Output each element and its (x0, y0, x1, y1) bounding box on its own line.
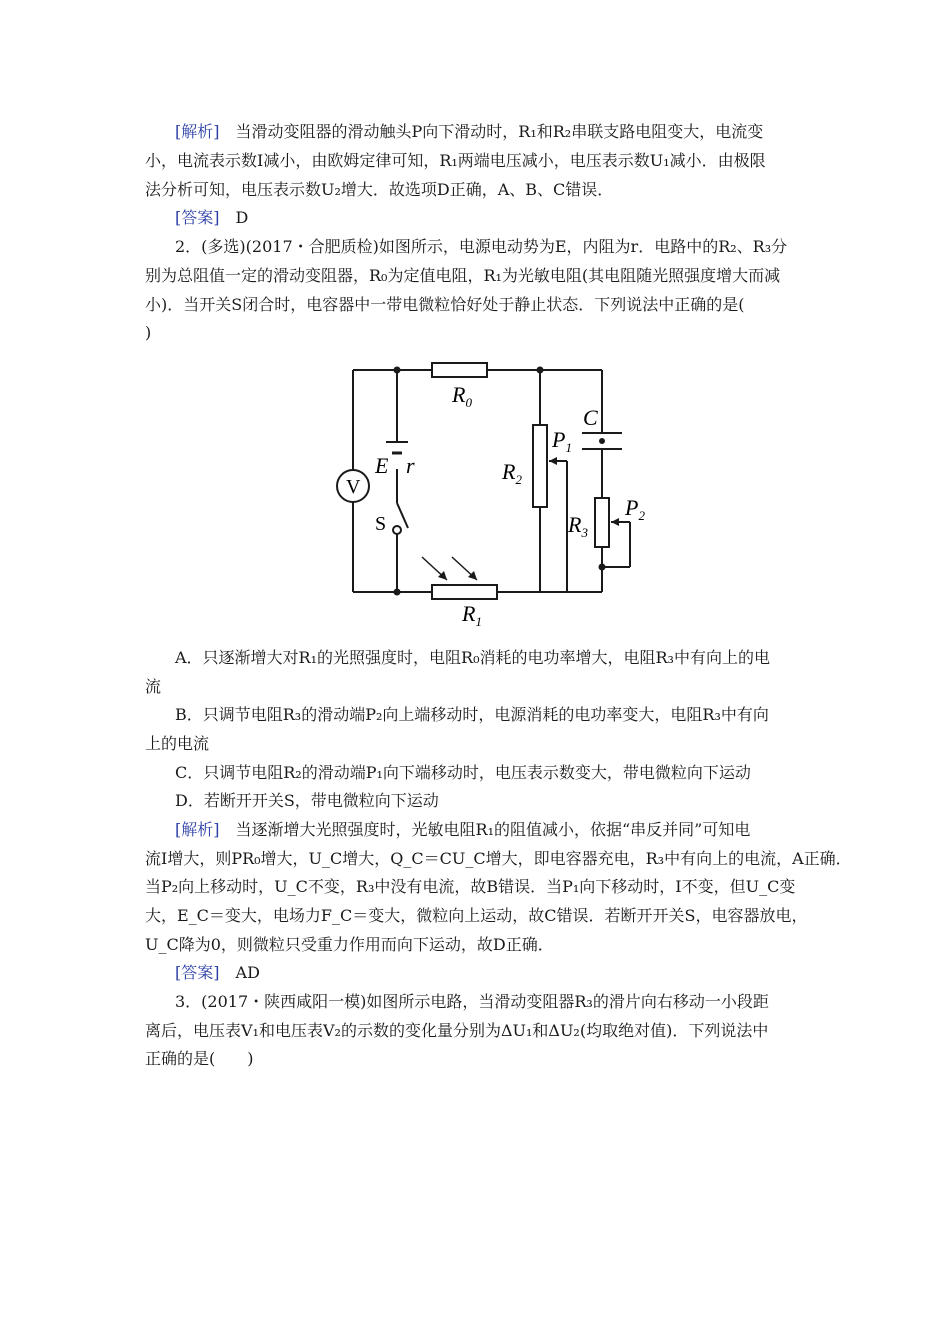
label-r-internal: r (406, 453, 415, 478)
label-r0: $R_0$ (452, 382, 472, 410)
circuit-diagram (330, 345, 680, 630)
q2-analysis-line-1: [解析] 当逐渐增大光照强度时，光敏电阻R₁的阻值减小，依据“串反并同”可知电 (175, 820, 751, 839)
junction-dot (599, 564, 606, 571)
q2-option-b-line-1: B．只调节电阻R₃的滑动端P₂向上端移动时，电源消耗的电功率变大，电阻R₃中有向 (175, 705, 769, 724)
switch-contact (393, 526, 401, 534)
p2-arrowhead (611, 518, 619, 526)
junction-dot (394, 367, 401, 374)
resistor-r2 (533, 425, 547, 507)
q2-stem-line-1: 2．(多选)(2017・合肥质检)如图所示，电源电动势为E，内阻为r．电路中的R₂、R₃分 (175, 237, 788, 256)
q2-analysis-line-5: U_C降为0，则微粒只受重力作用而向下运动，故D正确． (145, 935, 554, 954)
q2-stem-line-4: ) (145, 323, 152, 342)
q1-analysis-tag: [解析] (175, 122, 220, 141)
q2-answer-line (175, 962, 840, 984)
q1-answer-line (175, 207, 840, 229)
junction-dot (537, 367, 544, 374)
junction-dot (394, 589, 401, 596)
q2-answer: AD (235, 963, 260, 982)
q1-analysis-line-1: [解析] 当滑动变阻器的滑动触头P向下滑动时，R₁和R₂串联支路电阻变大，电流变 (175, 122, 764, 141)
q3-stem-line-1: 3．(2017・陕西咸阳一模)如图所示电路，当滑动变阻器R₃的滑片向右移动一小段距 (175, 992, 769, 1011)
q2-option-a-line-2: 流 (145, 677, 162, 696)
q3-stem-line-2: 离后，电压表V₁和电压表V₂的示数的变化量分别为ΔU₁和ΔU₂(均取绝对值)．下列说法中 (145, 1021, 769, 1040)
label-p2: $P_2$ (625, 495, 645, 523)
q1-answer: D (235, 208, 249, 227)
q2-option-a-line-1: A．只逐渐增大对R₁的光照强度时，电阻R₀消耗的电功率增大，电阻R₃中有向上的电 (175, 648, 770, 667)
switch-blade (397, 503, 408, 528)
circuit-svg (330, 345, 680, 630)
q1-analysis-line-3: 法分析可知，电压表示数U₂增大．故选项D正确，A、B、C错误． (145, 180, 614, 199)
label-r1: $R_1$ (462, 601, 482, 629)
q2-option-c: C．只调节电阻R₂的滑动端P₁向下端移动时，电压表示数变大，带电微粒向下运动 (175, 763, 751, 782)
label-e: E (375, 453, 389, 478)
q2-option-b-line-2: 上的电流 (145, 734, 210, 753)
q2-option-d: D．若断开开关S，带电微粒向下运动 (175, 791, 439, 810)
p1-arrowhead (549, 457, 557, 465)
q3-stem-line-3: 正确的是( ) (145, 1049, 254, 1068)
resistor-r1 (432, 585, 497, 599)
q2-answer-tag: [答案] (175, 963, 220, 982)
label-c: C (583, 405, 598, 430)
q2-analysis-line-3: 当P₂向上移动时，U_C不变，R₃中没有电流，故B错误．当P₁向下移动时，I不变，但U_C变 (145, 877, 796, 896)
q1-analysis-line-2: 小，电流表示数I减小，由欧姆定律可知，R₁两端电压减小，电压表示数U₁减小．由极限 (145, 151, 766, 170)
resistor-r0 (432, 363, 487, 377)
q2-analysis-line-2: 流I增大，则PR₀增大，U_C增大，Q_C＝CU_C增大，即电容器充电，R₃中有向上的电流，A正确． (145, 849, 852, 868)
q2-stem-line-3: 小)．当开关S闭合时，电容器中一带电微粒恰好处于静止状态．下列说法中正确的是( (145, 295, 745, 314)
resistor-r3 (595, 498, 609, 547)
label-voltmeter: V (346, 476, 361, 498)
label-r2: $R_2$ (502, 459, 522, 487)
q2-analysis-tag: [解析] (175, 820, 220, 839)
label-r3: $R_3$ (568, 512, 588, 540)
q2-stem-line-2: 别为总阻值一定的滑动变阻器，R₀为定值电阻，R₁为光敏电阻(其电阻随光照强度增大而减 (145, 266, 781, 285)
q2-analysis-line-4: 大，E_C＝变大，电场力F_C＝变大，微粒向上运动，故C错误．若断开开关S，电容器放电， (145, 906, 808, 925)
label-p1: $P_1$ (552, 427, 572, 455)
q1-answer-tag: [答案] (175, 208, 220, 227)
label-switch: S (375, 513, 387, 535)
charged-particle (599, 438, 605, 444)
